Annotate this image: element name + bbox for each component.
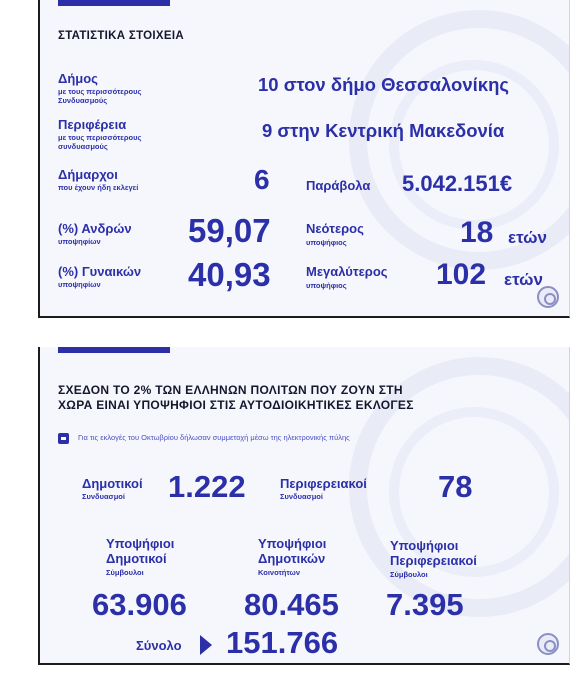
dimarxoi-sub: που έχουν ήδη εκλεγεί: [58, 183, 139, 192]
dimotikoi-label: Δημοτικοί: [82, 476, 143, 491]
col1-value: 63.906: [92, 587, 187, 622]
andres-label: (%) Ανδρών: [58, 221, 132, 236]
dimos-sub-1: με τους περισσότερους: [58, 87, 142, 96]
dimarxoi-value: 6: [254, 164, 270, 195]
top-accent-bar: [58, 347, 170, 353]
megalyteros-sub: υποψήφιος: [306, 281, 347, 290]
megalyteros-value: 102: [436, 258, 487, 291]
andres-value: 59,07: [188, 212, 271, 249]
col1-line-2: Δημοτικοί: [106, 551, 167, 566]
col3-line-2: Περιφερειακοί: [390, 553, 477, 568]
col1-line-1: Υποψήφιοι: [106, 536, 175, 551]
col2-line-2: Δημοτικών: [258, 551, 326, 566]
periferia-sub-1: με τους περισσότερους: [58, 133, 142, 142]
periferia-sub-2: συνδυασμούς: [58, 142, 108, 151]
col2-sub: Κοινοτήτων: [258, 568, 301, 577]
perifereiakoi-sub: Συνδυασμοί: [280, 492, 323, 501]
perifereiakoi-label: Περιφερειακοί: [280, 476, 367, 491]
gynaikes-value: 40,93: [188, 256, 271, 293]
portal-note: Για τις εκλογές του Οκτωβρίου δήλωσαν συμμετοχή μέσω της ηλεκτρονικής πύλης: [78, 433, 350, 442]
paravolo-label: Παράβολα: [306, 178, 371, 193]
col2-line-1: Υποψήφιοι: [258, 536, 327, 551]
megalyteros-unit: ετών: [504, 270, 543, 289]
slide-statistics: [38, 0, 570, 318]
slide-title-line-1: ΣΧΕΔΟΝ ΤΟ 2% ΤΩΝ ΕΛΛΗΝΩΝ ΠΟΛΙΤΩΝ ΠΟΥ ΖΟΥΝ ΣΤΗ: [58, 383, 403, 397]
paravolo-value: 5.042.151€: [402, 171, 513, 196]
total-value: 151.766: [226, 625, 339, 660]
gynaikes-label: (%) Γυναικών: [58, 264, 142, 279]
slide-title-line-2: ΧΩΡΑ ΕΙΝΑΙ ΥΠΟΨΗΦΙΟΙ ΣΤΙΣ ΑΥΤΟΔΙΟΙΚΗΤΙΚΕΣ ΕΚΛΟΓΕΣ: [58, 398, 414, 412]
dimos-value: 10 στον δήμο Θεσσαλονίκης: [258, 74, 510, 95]
ministry-logo-icon: [537, 286, 559, 308]
play-arrow-icon: [200, 635, 212, 655]
ministry-logo-icon: [537, 633, 559, 655]
megalyteros-label: Μεγαλύτερος: [306, 264, 388, 279]
slide-title: ΣΤΑΤΙΣΤΙΚΑ ΣΤΟΙΧΕΙΑ: [58, 30, 184, 42]
slide-candidates: [38, 347, 570, 665]
top-accent-bar: [58, 0, 170, 6]
neoteros-unit: ετών: [508, 228, 547, 247]
gynaikes-sub: υποψηφίων: [58, 280, 101, 289]
dimarxoi-label: Δήμαρχοι: [58, 167, 118, 182]
col2-value: 80.465: [244, 587, 339, 622]
col3-sub: Σύμβουλοι: [390, 570, 428, 579]
col3-value: 7.395: [386, 587, 464, 622]
dimos-sub-2: Συνδυασμούς: [58, 96, 108, 105]
dimos-label: Δήμος: [58, 71, 98, 86]
total-label: Σύνολο: [136, 638, 182, 653]
periferia-value: 9 στην Κεντρική Μακεδονία: [262, 120, 505, 141]
slide-title: [58, 383, 528, 413]
col1-sub: Σύμβουλοι: [106, 568, 144, 577]
andres-sub: υποψηφίων: [58, 237, 101, 246]
neoteros-sub: υποψήφιος: [306, 238, 347, 247]
periferia-label: Περιφέρεια: [58, 117, 127, 132]
col3-line-1: Υποψήφιοι: [390, 538, 459, 553]
dimotikoi-value: 1.222: [168, 469, 246, 504]
arrow-square-icon: [58, 433, 69, 444]
perifereiakoi-value: 78: [438, 469, 473, 504]
neoteros-label: Νεότερος: [306, 221, 364, 236]
neoteros-value: 18: [460, 216, 494, 249]
dimotikoi-sub: Συνδυασμοί: [82, 492, 125, 501]
